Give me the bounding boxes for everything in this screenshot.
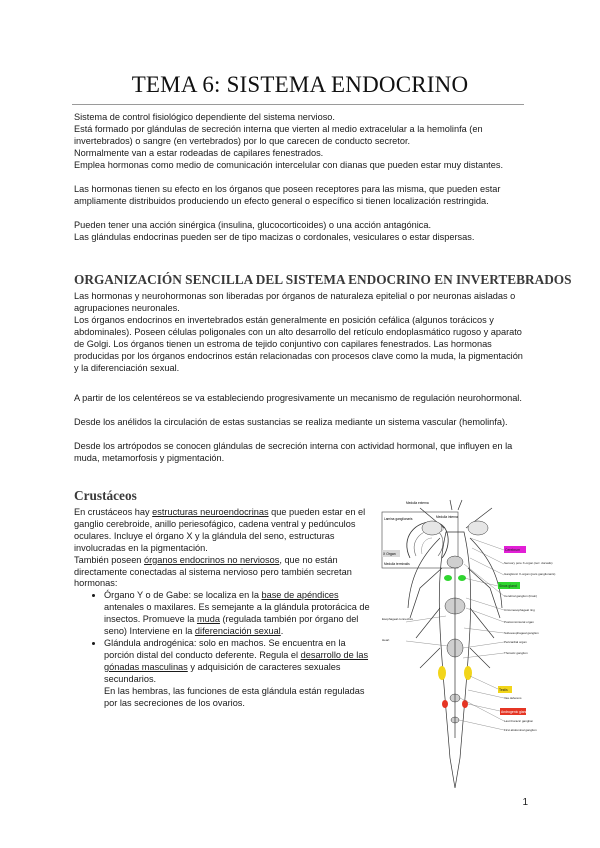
crustaceans-text [74,507,374,709]
figure-label: Postcommisural organ [504,620,534,624]
underlined-term: base de apéndices [261,590,339,601]
figure-label: Circumesophageal ring [504,608,535,612]
underlined-term: diferenciación sexual [194,626,281,637]
figure-label: Esophageal connective [382,617,414,621]
crustaceans-paragraph: También poseen órganos endocrinos no nerviosos, que no están directamente conectadas al sistema nervioso pero también secretan hormonas: [74,554,352,589]
underlined-term: órganos endocrinos no nerviosos [143,554,280,565]
figure-label: Suboesophageal ganglion [504,631,539,635]
figure-label: Thoracic ganglion [504,651,528,655]
underlined-term: estructuras neuroendocrinas [152,507,269,517]
figure-label: Testis [499,688,508,692]
inset-label: Medulla externa [406,501,429,505]
intro-paragraph: Normalmente van a estar rodeadas de capilares fenestrados. [74,148,324,158]
section-paragraph: Desde los artrópodos se conocen glándulas de secreción interna con actividad hormonal, que influyen en la muda, metamorfosis y pigmentación. [74,441,513,463]
figure-label: Sinus gland [499,584,517,588]
figure-label: Cerebral ganglion (brain) [504,594,538,598]
figure-label: Sensory pore X-organ (terr. dorsalis) [504,561,553,565]
figure-label: Androgenic gland [501,710,528,714]
figure-label: First abdominal ganglion [504,728,537,732]
intro-paragraph: Está formado por glándulas de secreción interna que vierten al medio extracelular a la hemolinfa (en invertebrados) o sangre (en vertebrados) por lo que carecen de conducto secretor. [74,124,483,146]
section-heading: Crustáceos [74,488,137,503]
crustacean-neuroendocrine-diagram [380,498,556,798]
intro-paragraph: Pueden tener una acción sinérgica (insulina, glucocorticoides) o una acción antagónica. [74,220,432,230]
figure-label: Ganglionic X-organ (pars ganglionaris) [504,572,556,576]
section-paragraph: Las hormonas y neurohormonas son liberadas por órganos de naturaleza epitelial o por neuronas aisladas o agrupaciones neuronales. [74,291,516,313]
section-heading: ORGANIZACIÓN SENCILLA DEL SISTEMA ENDOCRINO EN INVERTEBRADOS [74,272,572,287]
underlined-term: desarrollo de las gónadas masculinas [104,649,369,672]
figure-label: Cerebrum [505,548,521,552]
inset-label: Lamina ganglionaris [384,517,413,521]
intro-paragraph: Sistema de control fisiológico dependiente del sistema nervioso. [74,112,335,122]
figure-label: Last thoracic ganglion [504,719,534,723]
figure-label: Heart [382,638,390,642]
figure-label: Pericardial organ [504,640,527,644]
inset-label: Medulla interna [436,515,458,519]
inset-label: X Organ [383,552,396,556]
crustaceans-paragraph: En crustáceos hay estructuras neuroendocrinas que pueden estar en el ganglio cerebroide, anillo periesofágico, cadena ventral y pedúnculos oculares. Incluye el órgano X y la glándula del seno, estructuras involucradas en la pigmentación. [74,507,366,553]
underlined-term: muda [196,614,220,625]
section-paragraph: Los órganos endocrinos en invertebrados están generalmente en posición cefálica (algunos torácicos y abdominales). Poseen células poligonales con un alto desarrollo del retículo endoplasmático rugoso y aparato de Golgi. Los órganos tienen un estroma de tejido conjuntivo con capilares fenestrados. Las hormonas producidas por los órganos endocrinos están relacionadas con procesos clave como la muda, la pigmentación y la diferenciación sexual. [74,315,523,373]
list-item: • Órgano Y o de Gabe: se localiza en la base de apéndices antenales o maxilares. Es semejante a la glándula protorácica de insectos. Promueve la muda (regulada también por órgano del seno) Interviene en la diferenciación sexual. [104,590,374,638]
figure-label: Vas deferens [504,696,522,700]
page-title: TEMA 6: SISTEMA ENDOCRINO [131,72,469,97]
section-paragraph: Desde los anélidos la circulación de estas sustancias se realiza mediante un sistema vascular (hemolinfa). [74,417,508,427]
endocrine-organ-list [74,590,374,709]
intro-paragraph: Las hormonas tienen su efecto en los órganos que poseen receptores para las misma, que pueden estar ampliamente distribuidos produciendo un efecto general o específico si tienen localización restringida. [74,184,501,206]
title-divider [72,104,524,105]
page-number: 1 [522,797,528,808]
inset-label: Medulla terminalis [384,562,410,566]
intro-paragraph: Emplea hormonas como medio de comunicación intercelular con dianas que pueden estar muy distantes. [74,160,503,170]
section-paragraph: A partir de los celentéreos se va estableciendo progresivamente un mecanismo de regulación neurohormonal. [74,393,522,403]
intro-paragraph: Las glándulas endocrinas pueden ser de tipo macizas o cordonales, vesiculares o estar dispersas. [74,232,475,242]
list-item: • Glándula androgénica: solo en machos. Se encuentra en la porción distal del conducto deferente. Regula el desarrollo de las gónadas masculinas y adquisición de caracteres sexuales secundarios. En las hembras, las funciones de esta glándula están reguladas por las secreciones de los ovarios. [104,638,374,709]
